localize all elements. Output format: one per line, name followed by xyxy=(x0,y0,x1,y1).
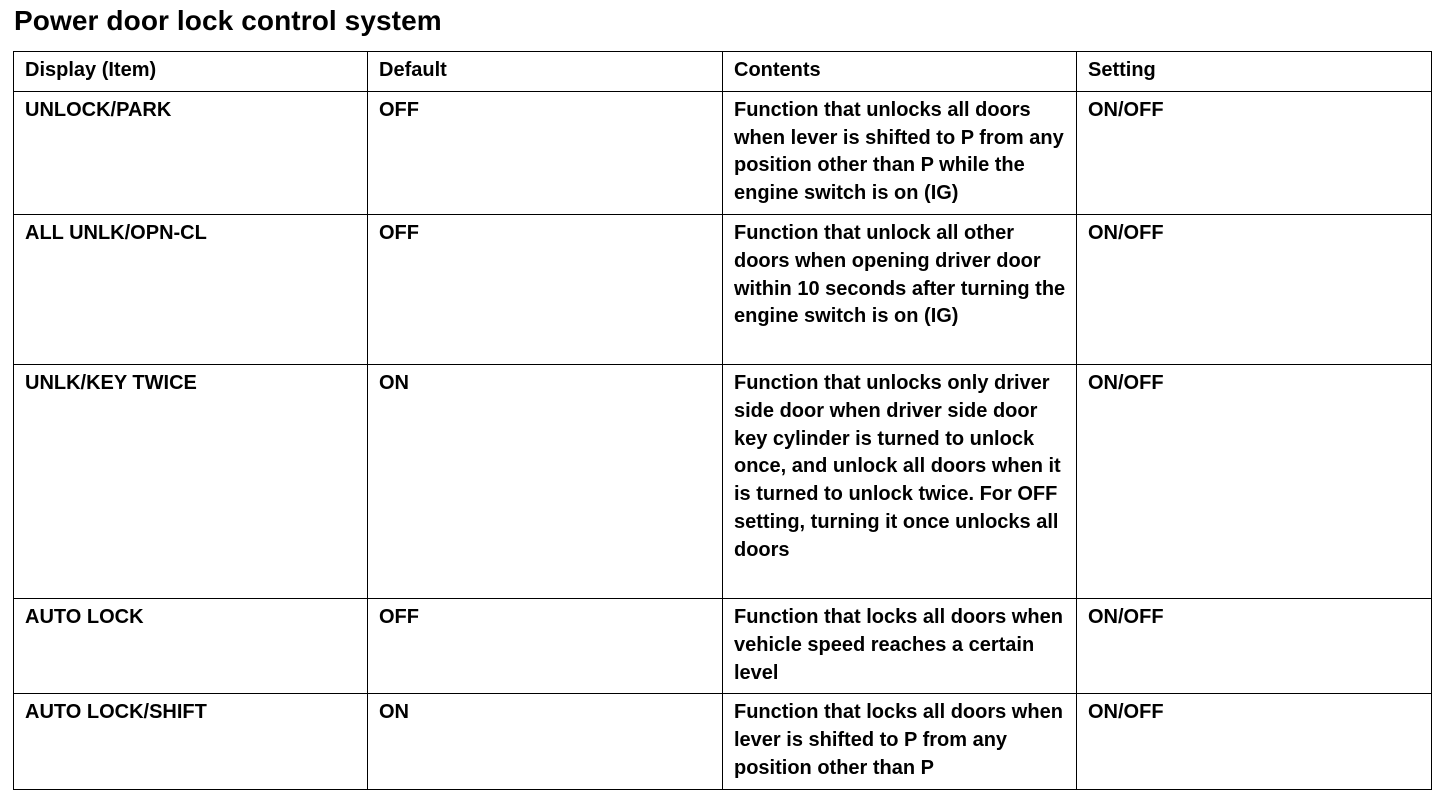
settings-table xyxy=(13,51,1432,790)
header-display-item: Display (Item) xyxy=(14,52,368,92)
cell-contents: Function that unlocks all doors when lever is shifted to P from any position other than P while the engine switch is on (IG) xyxy=(723,91,1077,214)
cell-default: ON xyxy=(368,694,723,789)
header-contents: Contents xyxy=(723,52,1077,92)
cell-contents: Function that unlocks only driver side door when driver side door key cylinder is turned to unlock once, and unlock all doors when it is turned to unlock twice. For OFF setting, turning it once unlocks all doors xyxy=(723,364,1077,598)
table-row xyxy=(14,598,1432,693)
cell-item: ALL UNLK/OPN-CL xyxy=(14,214,368,364)
cell-contents: Function that locks all doors when vehicle speed reaches a certain level xyxy=(723,598,1077,693)
cell-default: ON xyxy=(368,364,723,598)
cell-item: AUTO LOCK xyxy=(14,598,368,693)
header-default: Default xyxy=(368,52,723,92)
table-row xyxy=(14,694,1432,789)
cell-default: OFF xyxy=(368,91,723,214)
table-body xyxy=(14,91,1432,789)
table-row xyxy=(14,364,1432,598)
header-setting: Setting xyxy=(1077,52,1432,92)
cell-setting: ON/OFF xyxy=(1077,694,1432,789)
page-title: Power door lock control system xyxy=(14,5,442,36)
cell-setting: ON/OFF xyxy=(1077,364,1432,598)
cell-setting: ON/OFF xyxy=(1077,598,1432,693)
table-header xyxy=(14,52,1432,92)
cell-setting: ON/OFF xyxy=(1077,214,1432,364)
cell-item: AUTO LOCK/SHIFT xyxy=(14,694,368,789)
cell-default: OFF xyxy=(368,598,723,693)
cell-default: OFF xyxy=(368,214,723,364)
cell-item: UNLOCK/PARK xyxy=(14,91,368,214)
cell-item: UNLK/KEY TWICE xyxy=(14,364,368,598)
header-row xyxy=(14,52,1432,92)
cell-contents: Function that unlock all other doors when opening driver door within 10 seconds after turning the engine switch is on (IG) xyxy=(723,214,1077,364)
table-row xyxy=(14,214,1432,364)
table-row xyxy=(14,91,1432,214)
cell-setting: ON/OFF xyxy=(1077,91,1432,214)
cell-contents: Function that locks all doors when lever is shifted to P from any position other than P xyxy=(723,694,1077,789)
